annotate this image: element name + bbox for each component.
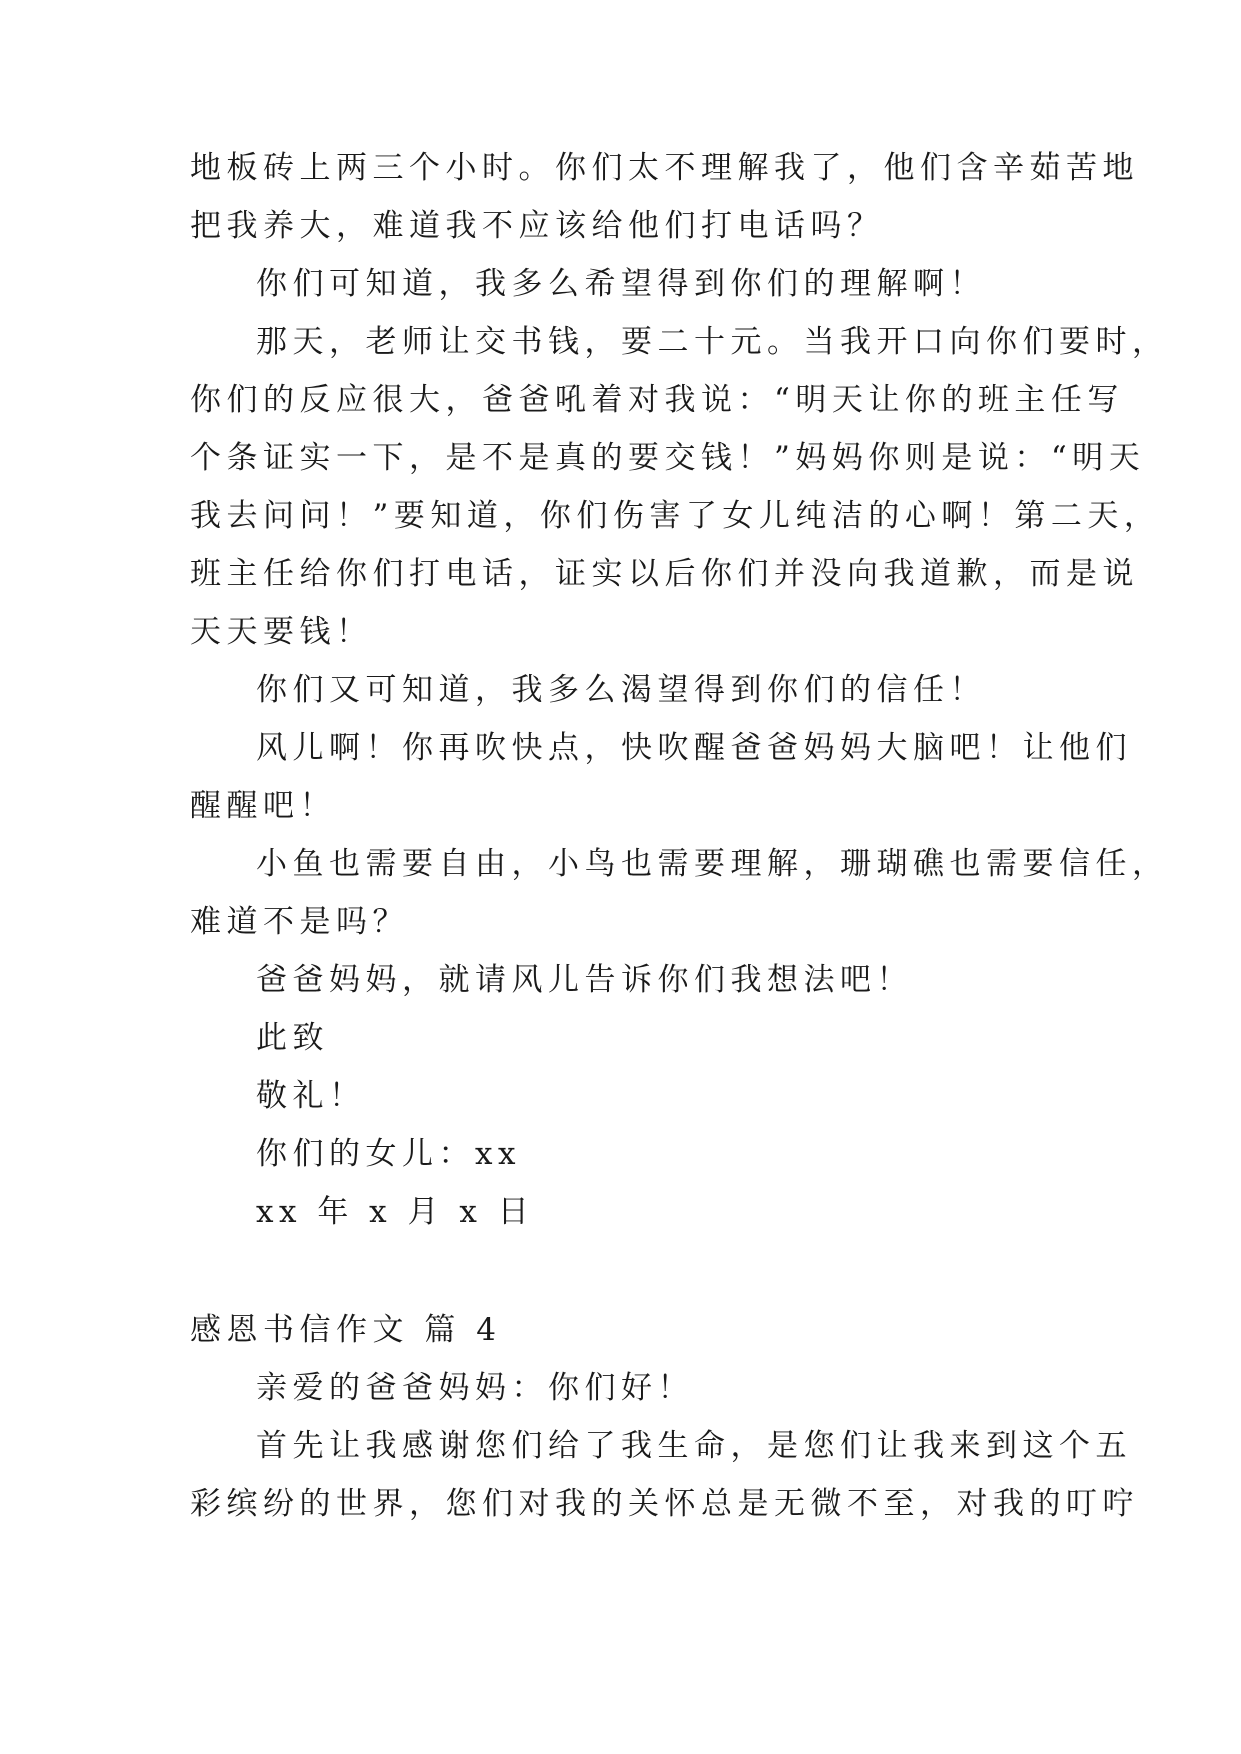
letter-greeting: 亲爱的爸爸妈妈：你们好！	[256, 1370, 694, 1406]
date-line: xx 年 x 月 x 日	[256, 1194, 535, 1230]
closing-salutation: 此致	[256, 1020, 329, 1056]
paragraph-line: 你们的反应很大，爸爸吼着对我说：“明天让你的班主任写	[190, 382, 1124, 418]
paragraph-line: 爸爸妈妈，就请风儿告诉你们我想法吧！	[256, 962, 913, 998]
paragraph-line: 难道不是吗？	[190, 904, 409, 940]
paragraph-line: 那天，老师让交书钱，要二十元。当我开口向你们要时，	[256, 324, 1169, 360]
signature-line: 你们的女儿：xx	[256, 1136, 521, 1172]
paragraph-line: 班主任给你们打电话，证实以后你们并没向我道歉，而是说	[190, 556, 1139, 592]
paragraph-line: 个条证实一下，是不是真的要交钱！”妈妈你则是说：“明天	[190, 440, 1146, 476]
paragraph-line: 你们可知道，我多么希望得到你们的理解啊！	[256, 266, 986, 302]
paragraph-line: 醒醒吧！	[190, 788, 336, 824]
paragraph-line: 小鱼也需要自由，小鸟也需要理解，珊瑚礁也需要信任，	[256, 846, 1169, 882]
paragraph-line: 地板砖上两三个小时。你们太不理解我了，他们含辛茹苦地	[190, 150, 1139, 186]
paragraph-line: 你们又可知道，我多么渴望得到你们的信任！	[256, 672, 986, 708]
paragraph-line: 天天要钱！	[190, 614, 373, 650]
paragraph-line: 把我养大，难道我不应该给他们打电话吗？	[190, 208, 884, 244]
section-heading: 感恩书信作文 篇 4	[190, 1312, 502, 1348]
paragraph-line: 首先让我感谢您们给了我生命，是您们让我来到这个五	[256, 1428, 1132, 1464]
paragraph-line: 我去问问！”要知道，你们伤害了女儿纯洁的心啊！第二天，	[190, 498, 1161, 534]
closing-regards: 敬礼！	[256, 1078, 366, 1114]
paragraph-line: 风儿啊！你再吹快点，快吹醒爸爸妈妈大脑吧！让他们	[256, 730, 1132, 766]
paragraph-line: 彩缤纷的世界，您们对我的关怀总是无微不至，对我的叮咛	[190, 1486, 1139, 1522]
